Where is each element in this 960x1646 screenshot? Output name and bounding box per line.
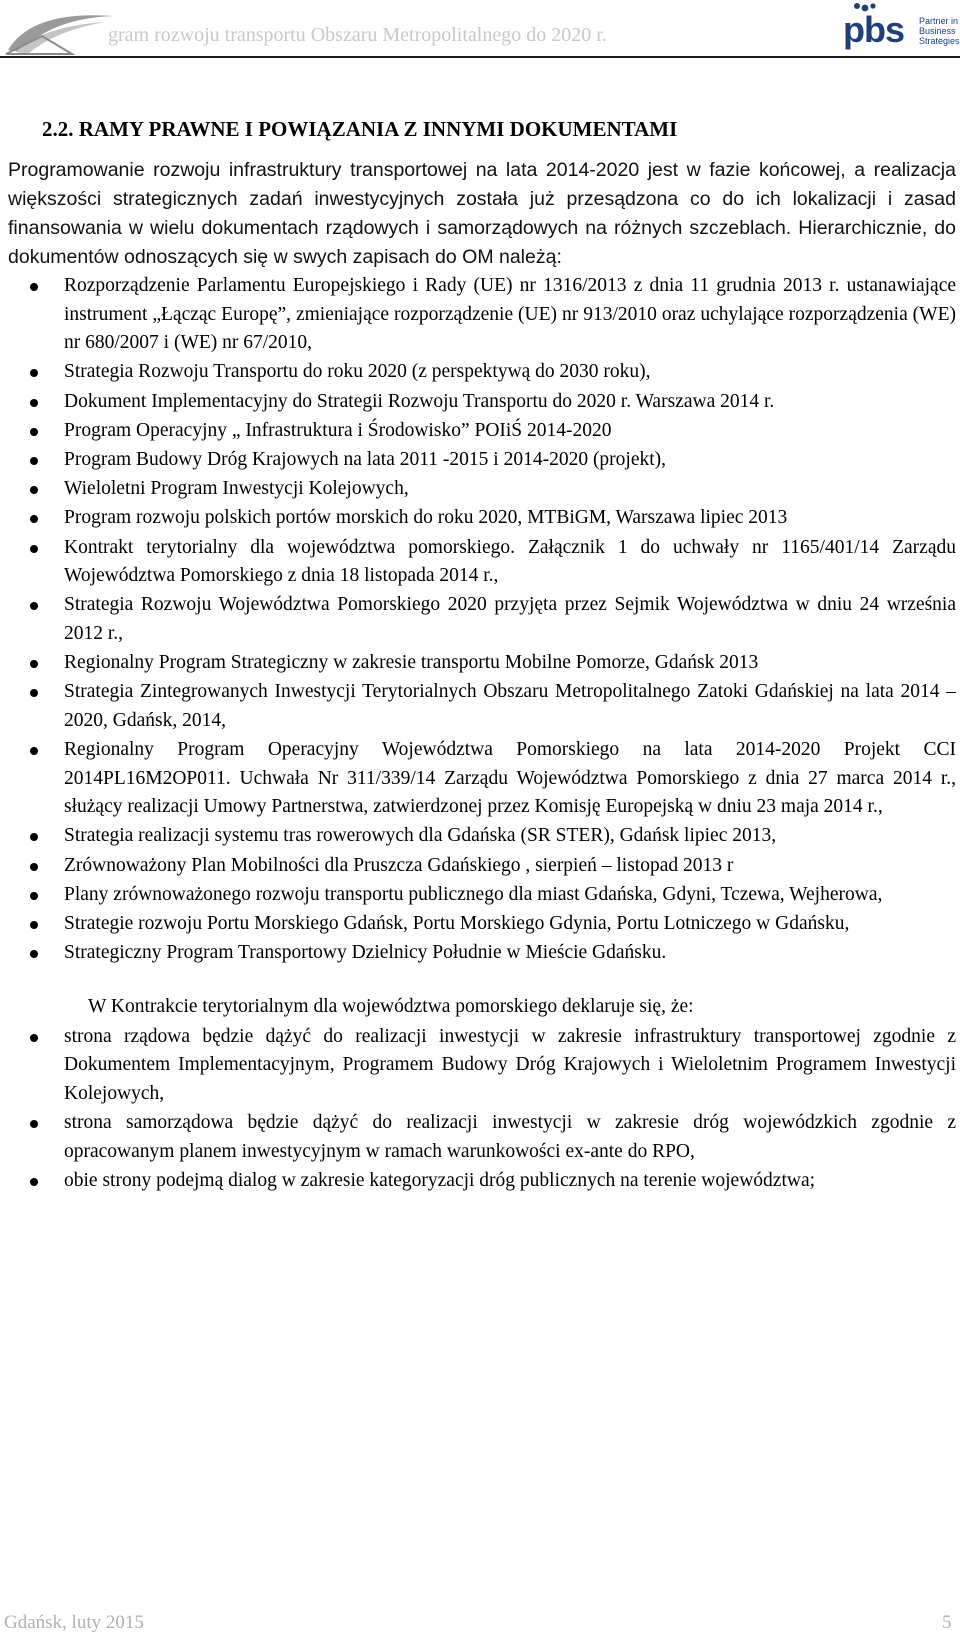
page-content bbox=[8, 114, 956, 1196]
bullet-icon bbox=[30, 892, 38, 900]
page-number: 5 bbox=[942, 1612, 952, 1633]
bullet-icon bbox=[30, 428, 38, 436]
list-item: Rozporządzenie Parlamentu Europejskiego i Rady (UE) nr 1316/2013 z dnia 11 grudnia 2013 r. ustanawiające instrument „Łącząc Europę”, zmieniające rozporządzenie (UE) nr 913/2010 oraz uchylające rozporządzenia (WE) nr 680/2007 i (WE) nr 67/2010, bbox=[8, 272, 956, 358]
list-item: obie strony podejmą dialog w zakresie kategoryzacji dróg publicznych na terenie województwa; bbox=[8, 1167, 956, 1196]
list-item: Wieloletni Program Inwestycji Kolejowych, bbox=[8, 475, 956, 504]
bullet-icon bbox=[30, 602, 38, 610]
bullet-icon bbox=[30, 1120, 38, 1128]
list-item: Regionalny Program Operacyjny Województwa Pomorskiego na lata 2014-2020 Projekt CCI 2014PL16M2OP011. Uchwała Nr 311/339/14 Zarządu Województwa Pomorskiego z dnia 27 marca 2014 r., służący realizacji Umowy Partnerstwa, zatwierdzonej przez Komisję Europejską w dniu 23 maja 2014 r., bbox=[8, 736, 956, 822]
bullet-icon bbox=[30, 399, 38, 407]
page-header bbox=[0, 0, 960, 62]
list-item: strona rządowa będzie dążyć do realizacji inwestycji w zakresie infrastruktury transportowej zgodnie z Dokumentem Implementacyjnym, Programem Budowy Dróg Krajowych i Wieloletnim Programem Inwestycji Kolejowych, bbox=[8, 1023, 956, 1109]
bullet-icon bbox=[30, 1034, 38, 1042]
bullet-icon bbox=[30, 515, 38, 523]
bullet-icon bbox=[30, 486, 38, 494]
list-item: Program Operacyjny „ Infrastruktura i Środowisko” POIiŚ 2014-2020 bbox=[8, 417, 956, 446]
list-item: Strategiczny Program Transportowy Dzielnicy Południe w Mieście Gdańsku. bbox=[8, 939, 956, 968]
bullet-icon bbox=[30, 689, 38, 697]
bullet-icon bbox=[30, 457, 38, 465]
list-item: Strategia Zintegrowanych Inwestycji Terytorialnych Obszaru Metropolitalnego Zatoki Gdańskiej na lata 2014 – 2020, Gdańsk, 2014, bbox=[8, 678, 956, 735]
list-item: Plany zrównoważonego rozwoju transportu publicznego dla miast Gdańska, Gdyni, Tczewa, Wejherowa, bbox=[8, 881, 956, 910]
footer-place-date: Gdańsk, luty 2015 bbox=[4, 1612, 144, 1633]
metropolitan-logo-icon bbox=[2, 6, 120, 62]
bullet-icon bbox=[30, 747, 38, 755]
declarations-list bbox=[8, 1023, 956, 1196]
list-item: Strategia Rozwoju Województwa Pomorskiego 2020 przyjęta przez Sejmik Województwa w dniu 24 września 2012 r., bbox=[8, 591, 956, 648]
bullet-icon bbox=[30, 660, 38, 668]
header-divider bbox=[0, 56, 960, 58]
list-item: Dokument Implementacyjny do Strategii Rozwoju Transportu do 2020 r. Warszawa 2014 r. bbox=[8, 388, 956, 417]
list-item: Regionalny Program Strategiczny w zakresie transportu Mobilne Pomorze, Gdańsk 2013 bbox=[8, 649, 956, 678]
list-item: Program Budowy Dróg Krajowych na lata 2011 -2015 i 2014-2020 (projekt), bbox=[8, 446, 956, 475]
bullet-icon bbox=[30, 833, 38, 841]
bullet-icon bbox=[30, 369, 38, 377]
list-item: Kontrakt terytorialny dla województwa pomorskiego. Załącznik 1 do uchwały nr 1165/401/14 Zarządu Województwa Pomorskiego z dnia 18 listopada 2014 r., bbox=[8, 534, 956, 591]
bullet-icon bbox=[30, 545, 38, 553]
documents-list bbox=[8, 272, 956, 968]
bullet-icon bbox=[30, 1178, 38, 1186]
pbs-brand: pbs bbox=[843, 9, 905, 50]
bullet-icon bbox=[30, 283, 38, 291]
pbs-logo bbox=[843, 2, 960, 58]
pbs-tagline: Partner in Business Strategies bbox=[919, 16, 960, 46]
list-item: strona samorządowa będzie dążyć do realizacji inwestycji w zakresie dróg wojewódzkich zgodnie z opracowanym planem inwestycyjnym w ramach warunkowości ex-ante do RPO, bbox=[8, 1109, 956, 1166]
list-item: Strategie rozwoju Portu Morskiego Gdańsk, Portu Morskiego Gdynia, Portu Lotniczego w Gdańsku, bbox=[8, 910, 956, 939]
list-item: Strategia realizacji systemu tras rowerowych dla Gdańska (SR STER), Gdańsk lipiec 2013, bbox=[8, 822, 956, 851]
contract-intro: W Kontrakcie terytorialnym dla województwa pomorskiego deklaruje się, że: bbox=[88, 995, 694, 1017]
bullet-icon bbox=[30, 921, 38, 929]
list-item: Strategia Rozwoju Transportu do roku 2020 (z perspektywą do 2030 roku), bbox=[8, 358, 956, 387]
intro-paragraph: Programowanie rozwoju infrastruktury transportowej na lata 2014-2020 jest w fazie końcowej, a realizacja większości strategicznych zadań inwestycyjnych została już przesądzona co do ich lokalizacji i zasad finansowania w wielu dokumentach rządowych i samorządowych na różnych szczeblach. Hierarchicznie, do dokumentów odnoszących się w swych zapisach do OM należą: bbox=[8, 159, 956, 268]
bullet-icon bbox=[30, 863, 38, 871]
list-item: Program rozwoju polskich portów morskich do roku 2020, MTBiGM, Warszawa lipiec 2013 bbox=[8, 504, 956, 533]
bullet-icon bbox=[30, 950, 38, 958]
section-heading: 2.2. RAMY PRAWNE I POWIĄZANIA Z INNYMI DOKUMENTAMI bbox=[42, 117, 678, 141]
document-title: gram rozwoju transportu Obszaru Metropolitalnego do 2020 r. bbox=[108, 24, 607, 46]
list-item: Zrównoważony Plan Mobilności dla Pruszcza Gdańskiego , sierpień – listopad 2013 r bbox=[8, 852, 956, 881]
